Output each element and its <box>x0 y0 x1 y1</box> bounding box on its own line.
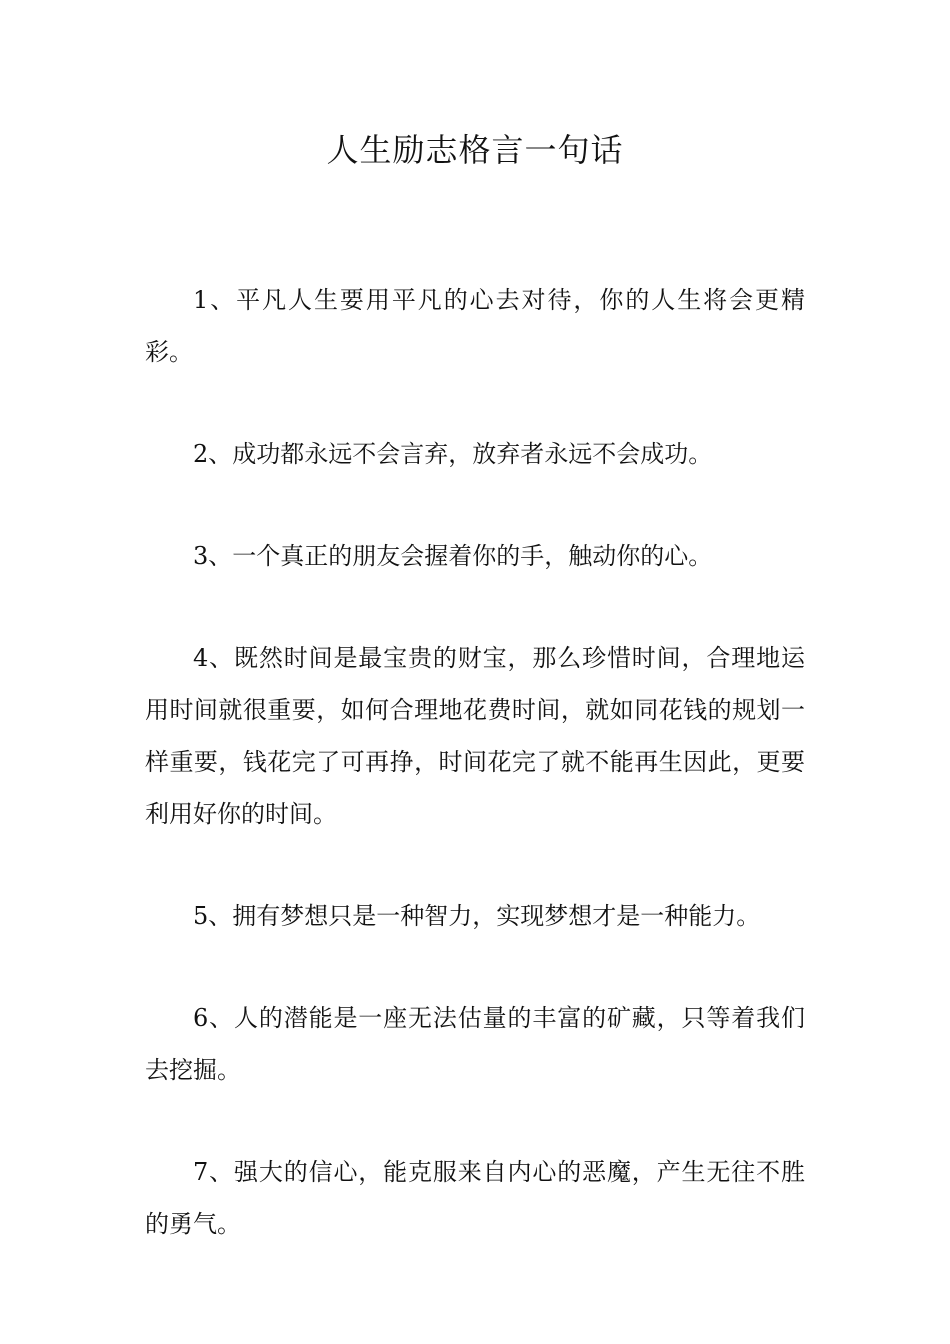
paragraph-5: 5、拥有梦想只是一种智力，实现梦想才是一种能力。 <box>193 902 761 930</box>
paragraph-1: 1、平凡人生要用平凡的心去对待，你的人生将会更精彩。 <box>145 286 805 366</box>
paragraph-4: 4、既然时间是最宝贵的财宝，那么珍惜时间，合理地运用时间就很重要，如何合理地花费时间，就如同花钱的规划一样重要，钱花完了可再挣，时间花完了就不能再生因此，更要利用好你的时间。 <box>145 644 805 828</box>
paragraph-3: 3、一个真正的朋友会握着你的手，触动你的心。 <box>193 542 713 570</box>
paragraph-2: 2、成功都永远不会言弃，放弃者永远不会成功。 <box>193 440 713 468</box>
paragraph-7: 7、强大的信心，能克服来自内心的恶魔，产生无往不胜的勇气。 <box>145 1158 805 1238</box>
paragraph-6: 6、人的潜能是一座无法估量的丰富的矿藏，只等着我们去挖掘。 <box>145 1004 805 1084</box>
document-body <box>145 274 805 1300</box>
document-title: 人生励志格言一句话 <box>326 131 624 169</box>
